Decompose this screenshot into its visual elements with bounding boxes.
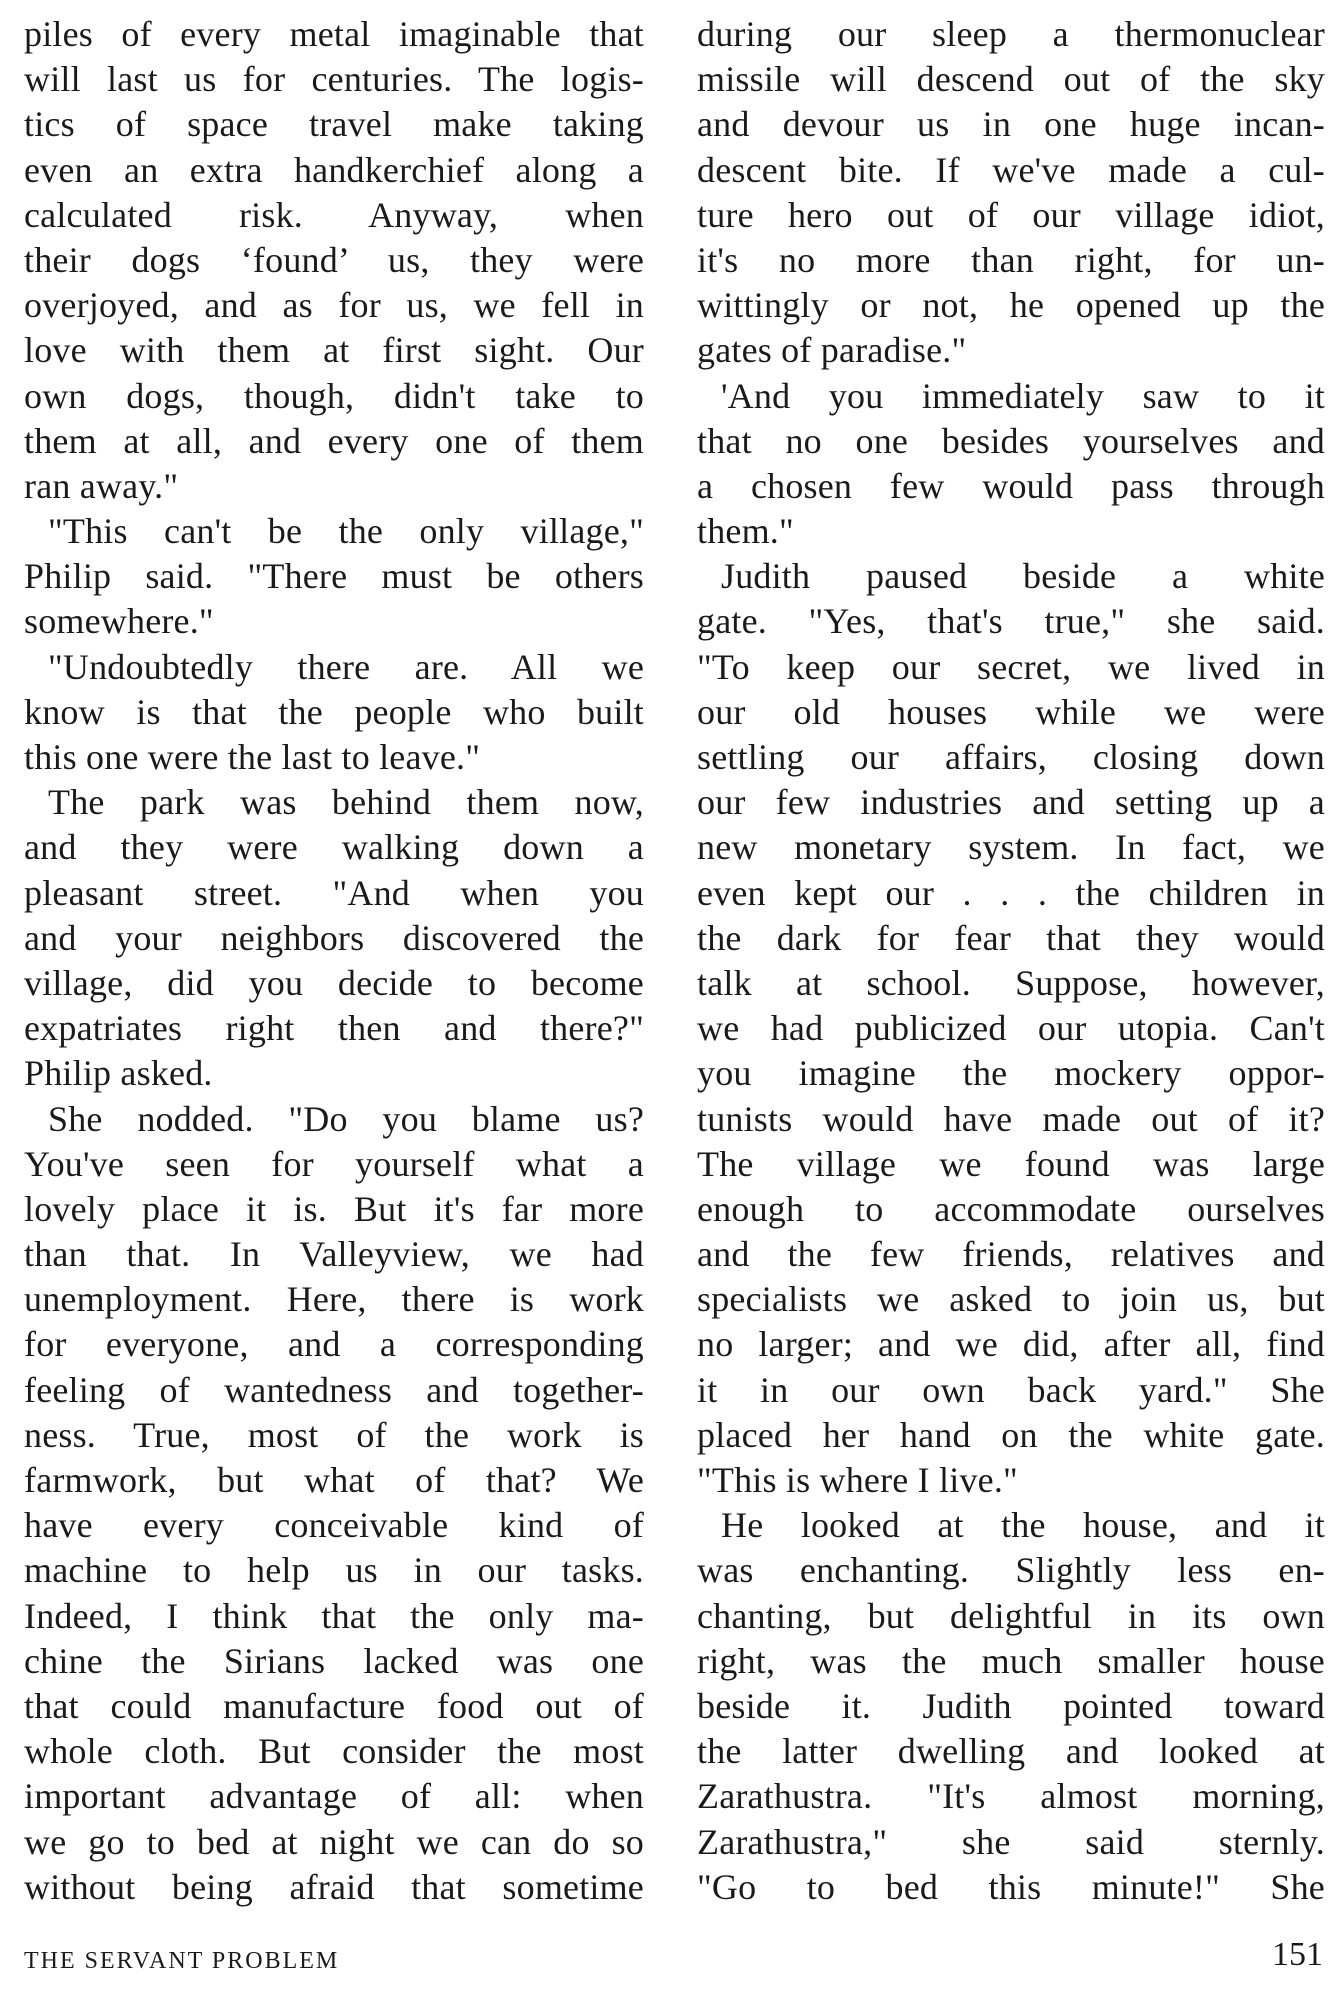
text-line: them." <box>697 511 794 552</box>
text-line: farmwork, but what of that? We <box>24 1460 644 1500</box>
text-line: somewhere." <box>24 601 214 642</box>
text-line: the dark for fear that they would <box>697 917 1325 958</box>
text-line: overjoyed, and as for us, we fell in <box>24 285 644 326</box>
text-line: and devour us in one huge incan- <box>697 104 1325 145</box>
text-line: Judith paused beside a white <box>721 556 1325 597</box>
text-line: love with them at first sight. Our <box>24 330 644 371</box>
text-line: even an extra handkerchief along a <box>24 149 644 190</box>
text-line: pleasant street. "And when you <box>24 872 644 913</box>
text-line: ran away." <box>24 465 179 506</box>
text-line: we had publicized our utopia. Can't <box>697 1008 1325 1049</box>
text-line: own dogs, though, didn't take to <box>24 375 644 416</box>
text-line: settling our affairs, closing down <box>697 737 1325 777</box>
text-line: new monetary system. In fact, we <box>697 827 1325 868</box>
text-line: lovely place it is. But it's far more <box>24 1188 644 1229</box>
text-line: it in our own back yard." She <box>697 1369 1325 1410</box>
text-line: was enchanting. Slightly less en- <box>697 1550 1325 1591</box>
text-line: enough to accommodate ourselves <box>697 1188 1325 1229</box>
text-line: our few industries and setting up a <box>697 782 1325 823</box>
text-line: Zarathustra," she said sternly. <box>697 1821 1325 1862</box>
text-line: will last us for centuries. The logis- <box>24 59 644 100</box>
text-line: expatriates right then and there?" <box>24 1008 644 1049</box>
text-line: than that. In Valleyview, we had <box>24 1234 644 1275</box>
text-line: them at all, and every one of them <box>24 420 644 461</box>
text-line: "To keep our secret, we lived in <box>697 646 1325 687</box>
text-line: unemployment. Here, there is work <box>24 1279 644 1320</box>
text-line: this one were the last to leave." <box>24 737 481 777</box>
text-line: "This can't be the only village," <box>48 511 644 552</box>
text-line: piles of every metal imaginable that <box>24 14 644 54</box>
text-line: village, did you decide to become <box>24 962 644 1003</box>
text-line: without being afraid that sometime <box>24 1866 644 1907</box>
text-line: He looked at the house, and it <box>721 1505 1325 1546</box>
text-line: talk at school. Suppose, however, <box>697 962 1325 1003</box>
text-line: She nodded. "Do you blame us? <box>48 1098 644 1139</box>
text-line: and your neighbors discovered the <box>24 917 644 958</box>
text-line: you imagine the mockery oppor- <box>697 1053 1325 1094</box>
text-line: chanting, but delightful in its own <box>697 1595 1325 1636</box>
text-line: that no one besides yourselves and <box>697 420 1325 461</box>
text-line: no larger; and we did, after all, find <box>697 1324 1325 1365</box>
text-line: and they were walking down a <box>24 827 644 868</box>
text-line: their dogs ‘found’ us, they were <box>24 239 644 280</box>
text-line: Philip asked. <box>24 1053 213 1094</box>
text-line: 'And you immediately saw to it <box>721 375 1325 416</box>
text-line: Zarathustra. "It's almost morning, <box>697 1776 1325 1817</box>
text-line: during our sleep a thermonuclear <box>697 14 1325 54</box>
text-line: wittingly or not, he opened up the <box>697 285 1325 326</box>
text-line: right, was the much smaller house <box>697 1640 1325 1681</box>
text-line: chine the Sirians lacked was one <box>24 1640 644 1681</box>
text-line: "Undoubtedly there are. All we <box>48 646 644 687</box>
text-line: feeling of wantedness and together- <box>24 1369 644 1410</box>
text-line: You've seen for yourself what a <box>24 1143 644 1184</box>
text-line: and the few friends, relatives and <box>697 1234 1325 1275</box>
text-line: The park was behind them now, <box>48 782 644 823</box>
text-line: gates of paradise." <box>697 330 967 371</box>
text-line: specialists we asked to join us, but <box>697 1279 1325 1320</box>
page-number: 151 <box>1272 1936 1323 1973</box>
text-line: it's no more than right, for un- <box>697 239 1325 280</box>
text-line: descent bite. If we've made a cul- <box>697 149 1325 190</box>
text-line: tics of space travel make taking <box>24 104 644 145</box>
text-line: tunists would have made out of it? <box>697 1098 1325 1139</box>
left-text-column <box>24 12 644 1910</box>
text-line: placed her hand on the white gate. <box>697 1414 1325 1455</box>
text-line: calculated risk. Anyway, when <box>24 194 644 235</box>
text-line: even kept our . . . the children in <box>697 872 1325 913</box>
text-line: a chosen few would pass through <box>697 465 1325 506</box>
text-line: missile will descend out of the sky <box>697 59 1325 100</box>
text-line: machine to help us in our tasks. <box>24 1550 644 1591</box>
text-line: Philip said. "There must be others <box>24 556 644 597</box>
text-line: The village we found was large <box>697 1143 1325 1184</box>
text-line: whole cloth. But consider the most <box>24 1731 644 1772</box>
text-line: the latter dwelling and looked at <box>697 1731 1325 1772</box>
text-line: ness. True, most of the work is <box>24 1414 644 1455</box>
right-text-column <box>697 12 1325 1910</box>
text-line: Indeed, I think that the only ma- <box>24 1595 644 1636</box>
text-line: know is that the people who built <box>24 691 644 732</box>
text-line: we go to bed at night we can do so <box>24 1821 644 1862</box>
text-line: beside it. Judith pointed toward <box>697 1685 1325 1726</box>
text-line: gate. "Yes, that's true," she said. <box>697 601 1325 642</box>
text-line: ture hero out of our village idiot, <box>697 194 1325 235</box>
text-line: for everyone, and a corresponding <box>24 1324 644 1365</box>
text-line: that could manufacture food out of <box>24 1685 644 1726</box>
text-line: important advantage of all: when <box>24 1776 644 1817</box>
text-line: our old houses while we were <box>697 691 1325 732</box>
text-line: have every conceivable kind of <box>24 1505 644 1546</box>
running-title: THE SERVANT PROBLEM <box>24 1948 340 1974</box>
text-line: "Go to bed this minute!" She <box>697 1866 1325 1907</box>
text-line: "This is where I live." <box>697 1460 1018 1500</box>
